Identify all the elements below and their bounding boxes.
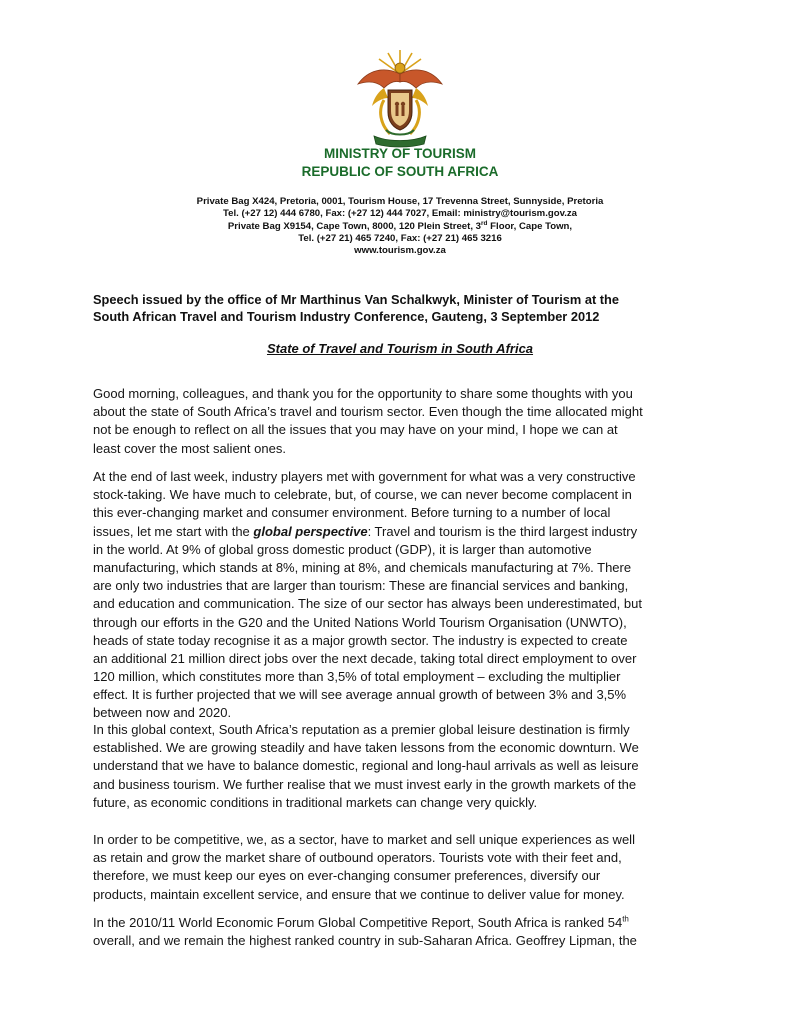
paragraph-3 xyxy=(93,721,733,812)
text-line: Good morning, colleagues, and thank you for the opportunity to share some thoughts with you xyxy=(93,386,633,401)
address-text: Floor, Cape Town, xyxy=(487,220,573,232)
contact-line: Tel. (+27 21) 465 7240, Fax: (+27 21) 465 3216 xyxy=(298,232,502,244)
text-line: manufacturing, which stands at 8%, mining at 8%, and chemicals manufacturing at 7%. There xyxy=(93,559,632,575)
text-line: an additional 21 million direct jobs over the next decade, taking total direct employment to over xyxy=(93,650,637,666)
text-line xyxy=(93,523,733,541)
text-line: At the end of last week, industry players met with government for what was a very constructive xyxy=(93,469,636,484)
text-line: future, as economic conditions in traditional markets can change very quickly. xyxy=(93,794,538,810)
text-fragment: issues, let me start with the xyxy=(93,523,254,539)
ministry-name: MINISTRY OF TOURISM xyxy=(323,146,476,161)
paragraph-4 xyxy=(93,831,733,904)
speech-subtitle: State of Travel and Tourism in South Africa xyxy=(266,341,534,356)
text-line: 120 million, which constitutes more than 3,5% of total employment – excluding the multiplier xyxy=(93,669,621,685)
text-line: products, maintain excellent service, and ensure that we continue to deliver value for money. xyxy=(93,886,625,902)
speech-title xyxy=(93,291,733,325)
text-line: established. We are growing steadily and have taken lessons from the economic downturn. We xyxy=(93,740,639,756)
text-line: In order to be competitive, we, as a sector, have to market and sell unique experiences as well xyxy=(93,832,635,847)
text-line: in the world. At 9% of global gross domestic product (GDP), it is larger than automotive xyxy=(93,541,592,557)
text-line: about the state of South Africa’s travel and tourism sector. Even though the time allocated might xyxy=(93,404,643,420)
paragraph-5 xyxy=(93,914,733,950)
speech-title-line: South African Travel and Tourism Industry Conference, Gauteng, 3 September 2012 xyxy=(93,309,600,325)
address-line: Private Bag X424, Pretoria, 0001, Tourism House, 17 Trevenna Street, Sunnyside, Pretoria xyxy=(196,196,604,207)
website-link[interactable]: www.tourism.gov.za xyxy=(354,245,446,257)
text-line: understand that we have to balance domestic, regional and long-haul arrivals as well as leisure xyxy=(93,758,639,774)
address-text: Private Bag X9154, Cape Town, 8000, 120 Plein Street, 3 xyxy=(227,220,482,232)
text-fragment: In the 2010/11 World Economic Forum Global Competitive Report, South Africa is ranked 54 xyxy=(93,915,623,930)
text-line: effect. It is further projected that we will see average annual growth of between 3% and 3,5% xyxy=(93,687,627,703)
text-line: In this global context, South Africa’s reputation as a premier global leisure destination is firmly xyxy=(93,722,630,737)
text-line: between now and 2020. xyxy=(93,705,232,721)
coat-of-arms-emblem xyxy=(344,44,456,148)
republic-name: REPUBLIC OF SOUTH AFRICA xyxy=(301,164,499,179)
text-line xyxy=(93,914,733,932)
text-line: heads of state today recognise it as a major growth sector. The industry is expected to create xyxy=(93,632,628,648)
ordinal-suffix: rd xyxy=(481,219,488,227)
text-line: and business tourism. We further realise that we must invest early in the growth markets of the xyxy=(93,776,637,792)
text-line: are only two industries that are larger than tourism: These are financial services and banking, xyxy=(93,578,629,594)
text-line: this ever-changing market and consumer environment. Before turning to a number of local xyxy=(93,505,611,521)
text-line: not be enough to reflect on all the issues that you may have on your mind, I hope we can at xyxy=(93,422,618,438)
text-line: therefore, we must keep our eyes on ever-changing consumer preferences, diversify our xyxy=(93,868,601,884)
paragraph-1 xyxy=(93,385,733,458)
text-line: through our efforts in the G20 and the United Nations World Tourism Organisation (UNWTO), xyxy=(93,614,627,630)
text-line: overall, and we remain the highest ranked country in sub-Saharan Africa. Geoffrey Lipman, the xyxy=(93,933,637,949)
contact-line: Tel. (+27 12) 444 6780, Fax: (+27 12) 444 7027, Email: ministry@tourism.gov.za xyxy=(222,208,577,220)
text-line: least cover the most salient ones. xyxy=(93,440,286,456)
speech-title-line: Speech issued by the office of Mr Marthinus Van Schalkwyk, Minister of Tourism at the xyxy=(93,292,619,307)
paragraph-2 xyxy=(93,468,733,723)
text-fragment: : Travel and tourism is the third largest industry xyxy=(367,523,638,539)
coat-of-arms-icon xyxy=(344,44,456,148)
text-line: and education and communication. The size of our sector has always been underestimated, but xyxy=(93,596,642,612)
address-block xyxy=(0,196,800,257)
ordinal-suffix: th xyxy=(622,914,629,924)
text-line: as retain and grow the market share of outbound operators. Tourists vote with their feet and, xyxy=(93,850,622,866)
emphasis-global-perspective: global perspective xyxy=(253,523,368,539)
text-line: stock-taking. We have much to celebrate, but, of course, we can never become complacent in xyxy=(93,487,632,503)
address-line xyxy=(0,221,800,233)
